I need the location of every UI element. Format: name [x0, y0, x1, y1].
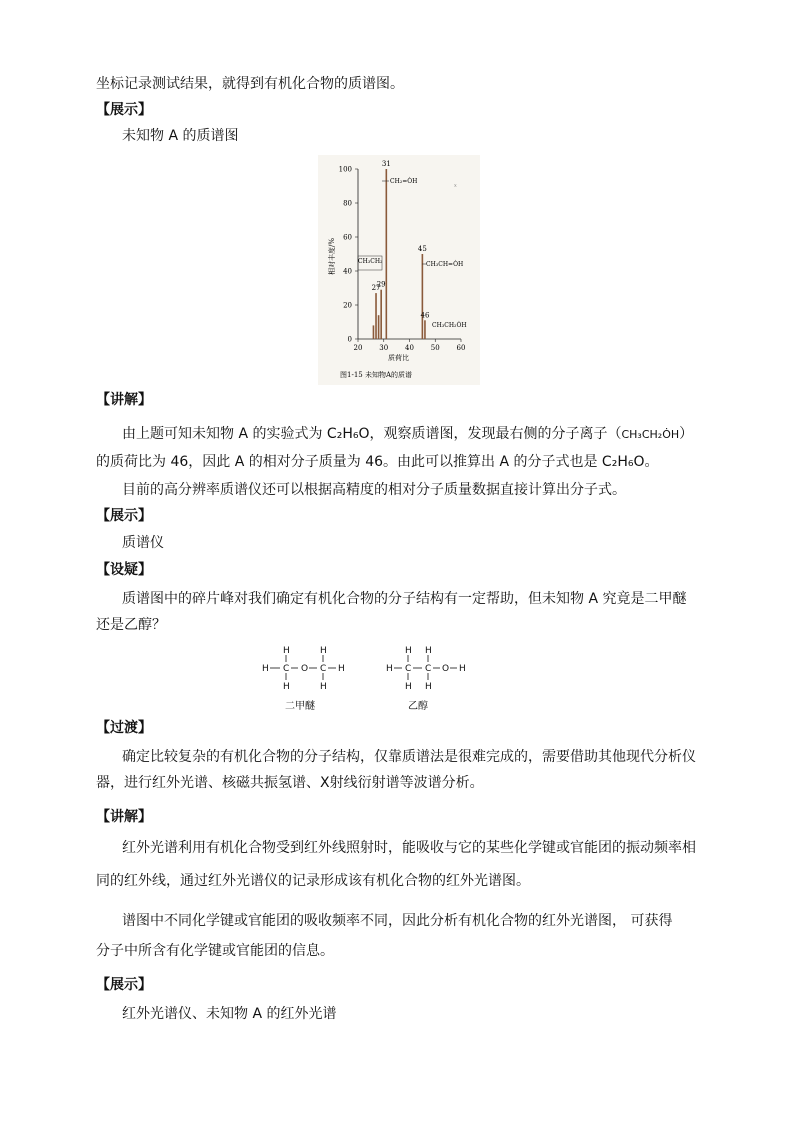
ethanol-label: 乙醇 — [408, 701, 428, 712]
svg-text:O: O — [301, 664, 309, 674]
x-tick-label: 60 — [456, 344, 466, 352]
section-header-question: 【设疑】 — [96, 562, 152, 578]
peak-label: 27 — [371, 284, 381, 293]
y-tick-label: 0 — [347, 335, 352, 344]
text-line-ir: 谱图中不同化学键或官能团的吸收频率不同，因此分析有机化合物的红外光谱图， 可获得 — [122, 913, 673, 929]
peak-label: 31 — [381, 160, 391, 168]
annotation-ch3ch2: CH₃CH₂ — [358, 258, 383, 265]
spectrum-peak — [424, 320, 426, 339]
spectrum-peak — [378, 315, 380, 339]
spectrum-title: 未知物 A 的质谱图 — [122, 128, 239, 144]
x-axis-label: 质荷比 — [388, 354, 409, 362]
text-line-high-resolution: 目前的高分辨率质谱仪还可以根据高精度的相对分子质量数据直接计算出分子式。 — [122, 482, 626, 498]
structural-formulas — [258, 645, 478, 715]
svg-text:O: O — [442, 664, 450, 674]
text-line-question: 还是乙醇？ — [96, 617, 166, 633]
svg-text:H: H — [320, 682, 327, 692]
text-line-empirical-formula: 由上题可知未知物 A 的实验式为 C₂H₆O，观察质谱图，发现最右侧的分子离子（CH₃CH₂ȮH） — [122, 426, 694, 442]
spectrum-peak — [373, 325, 375, 339]
text-line: 坐标记录测试结果，就得到有机化合物的质谱图。 — [96, 76, 404, 92]
section-header-show: 【展示】 — [96, 508, 152, 524]
structure-diagram — [258, 645, 478, 715]
decorative-mark: ˣ — [454, 183, 457, 191]
svg-text:H: H — [405, 682, 412, 692]
text-line-ir: 红外光谱利用有机化合物受到红外线照射时，能吸收与它的某些化学键或官能团的振动频率相 — [122, 840, 696, 856]
section-header-show: 【展示】 — [96, 977, 152, 993]
spectrum-peak — [386, 169, 388, 339]
svg-text:C: C — [320, 664, 327, 674]
y-tick-label: 100 — [338, 165, 352, 174]
y-tick-label: 40 — [343, 267, 352, 276]
section-header-show: 【展示】 — [96, 102, 152, 118]
svg-text:C: C — [425, 664, 432, 674]
svg-text:H: H — [425, 646, 432, 656]
x-tick-label: 30 — [379, 344, 389, 352]
text-line-ir-show: 红外光谱仪、未知物 A 的红外光谱 — [122, 1006, 337, 1022]
svg-text:H: H — [338, 664, 345, 674]
dimethyl-ether-structure — [262, 646, 345, 692]
text-line-molecular-mass: 的质荷比为 46，因此 A 的相对分子质量为 46。由此可以推算出 A 的分子式也是 C₂H₆O。 — [96, 454, 659, 470]
spectrum-peak — [375, 293, 377, 339]
mass-spectrum-chart — [318, 155, 480, 385]
x-tick-label: 40 — [405, 344, 414, 352]
text-line-ir: 同的红外线，通过红外光谱仪的记录形成该有机化合物的红外光谱图。 — [96, 873, 530, 889]
text-line-transition: 器，进行红外光谱、核磁共振氢谱、X射线衍射谱等波谱分析。 — [96, 775, 484, 791]
text-line-question: 质谱图中的碎片峰对我们确定有机化合物的分子结构有一定帮助，但未知物 A 究竟是二甲醚 — [122, 591, 687, 607]
svg-text:H: H — [405, 646, 412, 656]
annotation-ch3ch2oh: CH₃CH₂ȮH — [432, 322, 467, 329]
annotation-ch3choh: CH₃CH=ȮH — [426, 261, 464, 268]
ether-label: 二甲醚 — [285, 701, 315, 712]
svg-text:H: H — [320, 646, 327, 656]
svg-text:H: H — [262, 664, 269, 674]
section-header-explain: 【讲解】 — [96, 392, 152, 408]
figure-caption: 图1-15 未知物A的质谱 — [340, 371, 413, 379]
text-line-ir: 分子中所含有化学键或官能团的信息。 — [96, 943, 334, 959]
peak-label: 46 — [420, 311, 430, 320]
svg-text:H: H — [459, 664, 466, 674]
x-tick-label: 50 — [430, 344, 440, 352]
svg-text:H: H — [425, 682, 432, 692]
svg-text:H: H — [386, 664, 393, 674]
ethanol-structure — [386, 646, 466, 692]
annotation-ch2oh: CH₂=ȮH — [390, 178, 418, 185]
svg-text:H: H — [283, 682, 290, 692]
section-header-explain: 【讲解】 — [96, 809, 152, 825]
peak-label: 45 — [417, 245, 427, 253]
x-tick-label: 20 — [353, 344, 363, 352]
y-tick-label: 80 — [343, 199, 352, 208]
svg-text:C: C — [283, 664, 290, 674]
section-header-transition: 【过渡】 — [96, 720, 152, 736]
y-tick-label: 20 — [343, 301, 352, 310]
spectrum-peak — [380, 290, 382, 339]
text-line-transition: 确定比较复杂的有机化合物的分子结构，仅靠质谱法是很难完成的，需要借助其他现代分析仪 — [122, 749, 696, 765]
spectrum-peak — [422, 254, 424, 339]
mass-spectrum-figure — [318, 155, 480, 385]
svg-text:C: C — [405, 664, 412, 674]
y-tick-label: 60 — [343, 233, 352, 242]
svg-text:H: H — [283, 646, 290, 656]
peak-label: 29 — [376, 280, 386, 289]
instrument-name: 质谱仪 — [122, 535, 164, 551]
y-axis-label: 相对丰度/% — [328, 237, 336, 275]
